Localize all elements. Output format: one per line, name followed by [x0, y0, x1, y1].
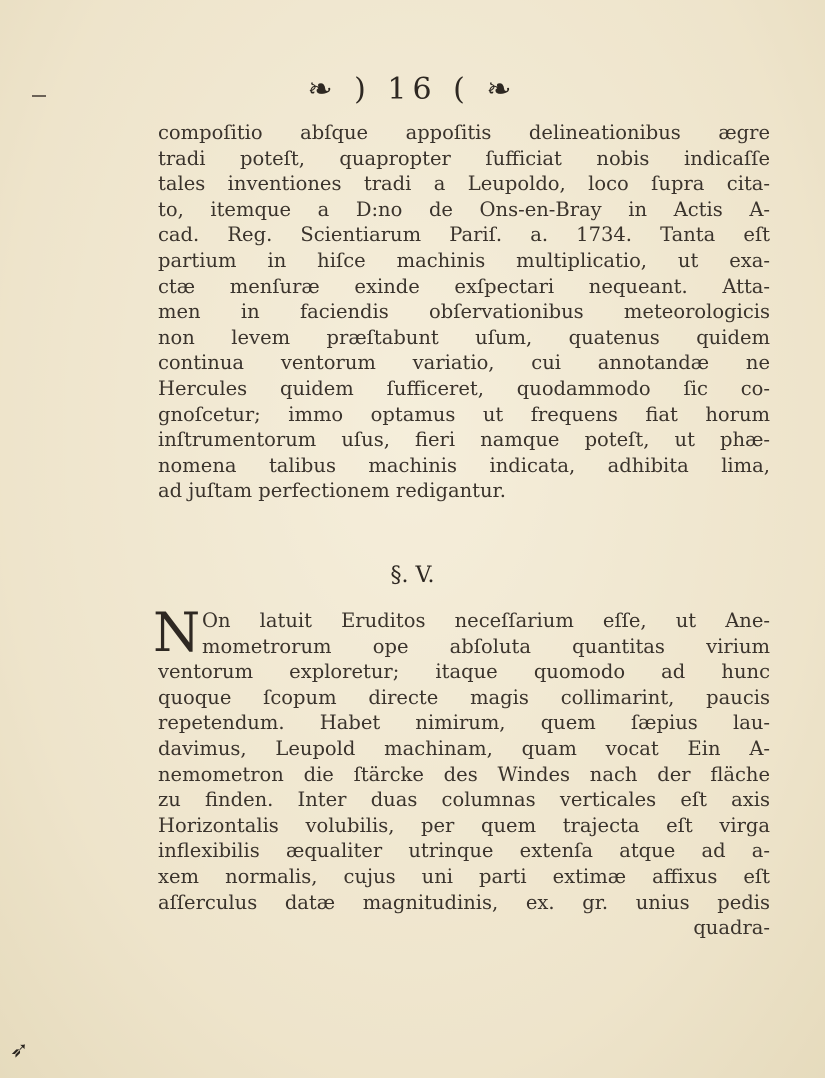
text-line: continua ventorum variatio, cui annotandæ ne — [158, 351, 770, 375]
text-line: Horizontalis volubilis, per quem trajecta eſt virga — [158, 813, 770, 837]
text-line: men in faciendis obſervationibus meteorologicis — [158, 300, 770, 324]
running-head: ❧ ) 16 ( ❧ — [307, 72, 518, 107]
text-line: inſtrumentorum uſus, fieri namque poteſt, ut phæ- — [158, 428, 770, 452]
text-line: compoſitio abſque appoſitis delineationibus ægre — [158, 121, 770, 144]
text-line: nomena talibus machinis indicata, adhibita lima, — [158, 453, 770, 477]
text-line: mometrorum ope abſoluta quantitas virium — [202, 634, 770, 658]
text-line: gnoſcetur; immo optamus ut frequens fiat horum — [158, 402, 770, 426]
text-line: ventorum exploretur; itaque quomodo ad hunc — [158, 660, 770, 684]
text-line: ctæ menſuræ exinde exſpectari nequeant. Atta- — [158, 274, 770, 298]
text-line: cad. Reg. Scientiarum Pariſ. a. 1734. Tanta eſt — [158, 223, 770, 247]
section-heading: §. V. — [390, 563, 435, 588]
drop-cap: N — [153, 601, 201, 664]
text-line: xem normalis, cujus uni parti extimæ affixus eſt — [158, 864, 770, 888]
paragraph-1 — [158, 120, 770, 504]
text-line: tales inventiones tradi a Leupoldo, loco ſupra cita- — [158, 172, 770, 196]
text-line: partium in hiſce machinis multiplicatio, ut exa- — [158, 248, 770, 272]
text-line: repetendum. Habet nimirum, quem ſæpius lau- — [158, 711, 770, 735]
paragraph-2 — [158, 608, 770, 941]
text-line: Hercules quidem ſufficeret, quodammodo ſic co- — [158, 376, 770, 400]
text-line: to, itemque a D:no de Ons-en-Bray in Actis A- — [158, 197, 770, 221]
pointer-arrow-icon: ➶ — [10, 1038, 29, 1063]
text-line: On latuit Eruditos neceſſarium eſſe, ut Ane- — [202, 609, 770, 632]
catchword: quadra- — [693, 916, 770, 940]
text-line: inflexibilis æqualiter utrinque extenſa atque ad a- — [158, 839, 770, 863]
text-line: ad juſtam perfectionem redigantur. — [158, 479, 506, 503]
text-line: aſſerculus datæ magnitudinis, ex. gr. unius pedis — [158, 890, 770, 914]
text-line: quoque ſcopum directe magis collimarint, paucis — [158, 685, 770, 709]
text-line: non levem præſtabunt uſum, quatenus quidem — [158, 325, 770, 349]
text-line: zu finden. Inter duas columnas verticales eſt axis — [158, 788, 770, 812]
text-line: davimus, Leupold machinam, quam vocat Ein A- — [158, 736, 770, 760]
text-line: nemometron die ſtärcke des Windes nach der fläche — [158, 762, 770, 786]
text-line: tradi poteſt, quapropter ſufficiat nobis indicaſſe — [158, 146, 770, 170]
